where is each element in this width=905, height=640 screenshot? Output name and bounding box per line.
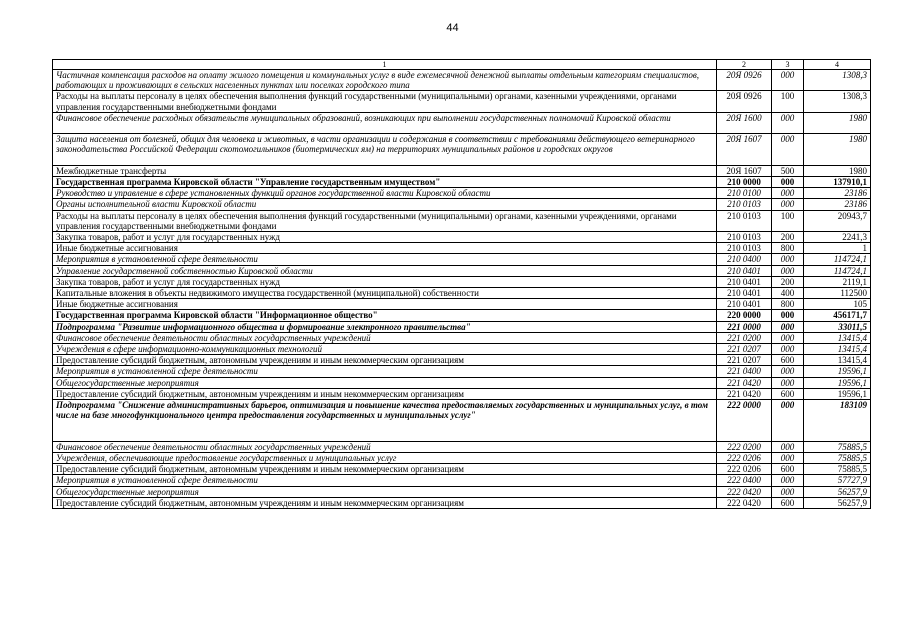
row-sum-cell: 1980 <box>804 112 871 133</box>
row-sum-cell: 75885,5 <box>804 441 871 452</box>
row-type-cell: 000 <box>772 177 804 188</box>
row-code-cell: 20Я 1607 <box>717 134 772 166</box>
row-sum-cell: 20943,7 <box>804 210 871 231</box>
row-type-cell: 800 <box>772 243 804 254</box>
row-name-cell: Учреждения, обеспечивающие предоставление государственных и муниципальных услуг <box>53 453 717 464</box>
row-sum-cell: 183109 <box>804 400 871 442</box>
row-name-cell: Иные бюджетные ассигнования <box>53 243 717 254</box>
row-type-cell: 500 <box>772 165 804 176</box>
row-sum-cell: 23186 <box>804 199 871 210</box>
row-type-cell: 000 <box>772 453 804 464</box>
row-name-cell: Общегосударственные мероприятия <box>53 486 717 497</box>
row-code-cell: 210 0401 <box>717 276 772 287</box>
table-row <box>53 299 871 310</box>
header-col-name: 1 <box>53 60 717 70</box>
row-type-cell: 100 <box>772 91 804 112</box>
row-sum-cell: 114724,1 <box>804 265 871 276</box>
row-code-cell: 222 0420 <box>717 486 772 497</box>
table-row <box>53 288 871 299</box>
row-sum-cell: 13415,4 <box>804 344 871 355</box>
row-code-cell: 222 0420 <box>717 497 772 508</box>
row-sum-cell: 19596,1 <box>804 366 871 377</box>
row-code-cell: 210 0401 <box>717 299 772 310</box>
row-sum-cell: 13415,4 <box>804 332 871 343</box>
row-name-cell: Финансовое обеспечение расходных обязательств муниципальных образований, возникающих при выполнении государственных полномочий Кировской области <box>53 112 717 133</box>
row-name-cell: Подпрограмма "Развитие информационного общества и формирование электронного правительства" <box>53 321 717 332</box>
row-type-cell: 200 <box>772 232 804 243</box>
row-sum-cell: 57727,9 <box>804 475 871 486</box>
row-sum-cell: 19596,1 <box>804 377 871 388</box>
row-name-cell: Финансовое обеспечение деятельности областных государственных учреждений <box>53 441 717 452</box>
row-type-cell: 400 <box>772 288 804 299</box>
row-sum-cell: 1308,3 <box>804 91 871 112</box>
row-sum-cell: 2119,1 <box>804 276 871 287</box>
table-row <box>53 70 871 91</box>
table-row <box>53 134 871 166</box>
row-name-cell: Государственная программа Кировской области "Управление государственным имуществом" <box>53 177 717 188</box>
table-row <box>53 486 871 497</box>
table-row <box>53 243 871 254</box>
row-code-cell: 222 0400 <box>717 475 772 486</box>
table-row <box>53 310 871 321</box>
table-row <box>53 188 871 199</box>
table-body <box>53 70 871 509</box>
table-row <box>53 400 871 442</box>
row-type-cell: 000 <box>772 332 804 343</box>
row-type-cell: 000 <box>772 254 804 265</box>
row-type-cell: 000 <box>772 400 804 442</box>
row-sum-cell: 114724,1 <box>804 254 871 265</box>
row-code-cell: 221 0400 <box>717 366 772 377</box>
page-number: 44 <box>446 22 459 34</box>
row-name-cell: Предоставление субсидий бюджетным, автономным учреждениям и иным некоммерческим организациям <box>53 355 717 366</box>
row-code-cell: 20Я 0926 <box>717 70 772 91</box>
table-row <box>53 265 871 276</box>
row-name-cell: Мероприятия в установленной сфере деятельности <box>53 475 717 486</box>
row-name-cell: Закупка товаров, работ и услуг для государственных нужд <box>53 232 717 243</box>
table-row <box>53 332 871 343</box>
row-sum-cell: 23186 <box>804 188 871 199</box>
row-code-cell: 20Я 0926 <box>717 91 772 112</box>
row-name-cell: Финансовое обеспечение деятельности областных государственных учреждений <box>53 332 717 343</box>
table-row <box>53 165 871 176</box>
row-type-cell: 000 <box>772 112 804 133</box>
table-row <box>53 91 871 112</box>
row-name-cell: Предоставление субсидий бюджетным, автономным учреждениям и иным некоммерческим организациям <box>53 464 717 475</box>
row-code-cell: 210 0103 <box>717 232 772 243</box>
row-code-cell: 210 0401 <box>717 288 772 299</box>
row-sum-cell: 75885,5 <box>804 464 871 475</box>
table-row <box>53 344 871 355</box>
row-sum-cell: 56257,9 <box>804 497 871 508</box>
header-col-code: 2 <box>717 60 772 70</box>
row-name-cell: Подпрограмма "Снижение административных барьеров, оптимизация и повышение качества предоставляемых государственных и муниципальных услуг, в том числе на базе многофункционального центра предоставления государственных и муниципальных услуг" <box>53 400 717 442</box>
row-code-cell: 210 0401 <box>717 265 772 276</box>
row-code-cell: 222 0206 <box>717 453 772 464</box>
row-sum-cell: 13415,4 <box>804 355 871 366</box>
row-sum-cell: 56257,9 <box>804 486 871 497</box>
row-sum-cell: 1 <box>804 243 871 254</box>
row-name-cell: Мероприятия в установленной сфере деятельности <box>53 366 717 377</box>
row-type-cell: 600 <box>772 464 804 475</box>
row-sum-cell: 137910,1 <box>804 177 871 188</box>
table-row <box>53 321 871 332</box>
header-col-type: 3 <box>772 60 804 70</box>
row-name-cell: Иные бюджетные ассигнования <box>53 299 717 310</box>
row-sum-cell: 2241,3 <box>804 232 871 243</box>
row-type-cell: 200 <box>772 276 804 287</box>
row-type-cell: 000 <box>772 441 804 452</box>
row-type-cell: 800 <box>772 299 804 310</box>
header-col-sum: 4 <box>804 60 871 70</box>
row-sum-cell: 1980 <box>804 134 871 166</box>
row-type-cell: 600 <box>772 388 804 399</box>
row-name-cell: Расходы на выплаты персоналу в целях обеспечения выполнения функций государственными (муниципальными) органами, казенными учреждениями, органами управления государственными внебюджетными фондами <box>53 210 717 231</box>
row-code-cell: 220 0000 <box>717 310 772 321</box>
row-code-cell: 210 0103 <box>717 243 772 254</box>
row-name-cell: Государственная программа Кировской области "Информационное общество" <box>53 310 717 321</box>
row-name-cell: Руководство и управление в сфере установленных функций органов государственной власти Кировской области <box>53 188 717 199</box>
row-type-cell: 000 <box>772 188 804 199</box>
row-name-cell: Капитальные вложения в объекты недвижимого имущества государственной (муниципальной) собственности <box>53 288 717 299</box>
table-row <box>53 441 871 452</box>
row-code-cell: 221 0420 <box>717 377 772 388</box>
table-header-row <box>53 60 871 70</box>
row-name-cell: Мероприятия в установленной сфере деятельности <box>53 254 717 265</box>
row-code-cell: 221 0200 <box>717 332 772 343</box>
row-code-cell: 221 0207 <box>717 344 772 355</box>
table-row <box>53 112 871 133</box>
row-name-cell: Предоставление субсидий бюджетным, автономным учреждениям и иным некоммерческим организациям <box>53 497 717 508</box>
row-name-cell: Общегосударственные мероприятия <box>53 377 717 388</box>
row-type-cell: 000 <box>772 265 804 276</box>
row-type-cell: 000 <box>772 377 804 388</box>
row-code-cell: 20Я 1600 <box>717 112 772 133</box>
table-row <box>53 276 871 287</box>
row-sum-cell: 19596,1 <box>804 388 871 399</box>
row-sum-cell: 456171,7 <box>804 310 871 321</box>
table-row <box>53 210 871 231</box>
row-name-cell: Предоставление субсидий бюджетным, автономным учреждениям и иным некоммерческим организациям <box>53 388 717 399</box>
row-code-cell: 20Я 1607 <box>717 165 772 176</box>
row-name-cell: Частичная компенсация расходов на оплату жилого помещения и коммунальных услуг в виде ежемесячной денежной выплаты отдельным категориям специалистов, работающих и проживающих в сельских населенных пунктах или поселках городского типа <box>53 70 717 91</box>
row-code-cell: 210 0000 <box>717 177 772 188</box>
table-row <box>53 464 871 475</box>
row-type-cell: 600 <box>772 355 804 366</box>
row-name-cell: Расходы на выплаты персоналу в целях обеспечения выполнения функций государственными (муниципальными) органами, казенными учреждениями, органами управления государственными внебюджетными фондами <box>53 91 717 112</box>
table-row <box>53 199 871 210</box>
row-name-cell: Учреждения в сфере информационно-коммуникационных технологий <box>53 344 717 355</box>
row-sum-cell: 112500 <box>804 288 871 299</box>
row-code-cell: 222 0200 <box>717 441 772 452</box>
row-type-cell: 000 <box>772 344 804 355</box>
table-row <box>53 475 871 486</box>
row-code-cell: 221 0207 <box>717 355 772 366</box>
row-name-cell: Защита населения от болезней, общих для человека и животных, в части организации и содержания в соответствии с требованиями действующего ветеринарного законодательства Российской Федерации скотомогильников (биотермических ям) на территориях муниципальных районов и городских округов <box>53 134 717 166</box>
row-name-cell: Закупка товаров, работ и услуг для государственных нужд <box>53 276 717 287</box>
row-type-cell: 000 <box>772 310 804 321</box>
table-row <box>53 177 871 188</box>
row-type-cell: 000 <box>772 366 804 377</box>
table-row <box>53 377 871 388</box>
row-type-cell: 000 <box>772 321 804 332</box>
table-row <box>53 254 871 265</box>
row-code-cell: 221 0420 <box>717 388 772 399</box>
row-sum-cell: 33011,5 <box>804 321 871 332</box>
row-type-cell: 000 <box>772 475 804 486</box>
table-row <box>53 388 871 399</box>
row-type-cell: 000 <box>772 70 804 91</box>
row-name-cell: Органы исполнительной власти Кировской области <box>53 199 717 210</box>
row-type-cell: 000 <box>772 134 804 166</box>
table-row <box>53 497 871 508</box>
row-sum-cell: 105 <box>804 299 871 310</box>
row-type-cell: 000 <box>772 486 804 497</box>
table-row <box>53 355 871 366</box>
row-code-cell: 210 0103 <box>717 199 772 210</box>
row-code-cell: 210 0100 <box>717 188 772 199</box>
table-row <box>53 232 871 243</box>
row-name-cell: Управление государственной собственностью Кировской области <box>53 265 717 276</box>
row-code-cell: 222 0206 <box>717 464 772 475</box>
row-sum-cell: 75885,5 <box>804 453 871 464</box>
row-type-cell: 000 <box>772 199 804 210</box>
budget-table <box>52 59 871 509</box>
row-code-cell: 222 0000 <box>717 400 772 442</box>
row-type-cell: 100 <box>772 210 804 231</box>
table-row <box>53 366 871 377</box>
table-row <box>53 453 871 464</box>
row-sum-cell: 1980 <box>804 165 871 176</box>
row-code-cell: 210 0103 <box>717 210 772 231</box>
row-sum-cell: 1308,3 <box>804 70 871 91</box>
row-code-cell: 221 0000 <box>717 321 772 332</box>
row-name-cell: Межбюджетные трансферты <box>53 165 717 176</box>
row-code-cell: 210 0400 <box>717 254 772 265</box>
row-type-cell: 600 <box>772 497 804 508</box>
